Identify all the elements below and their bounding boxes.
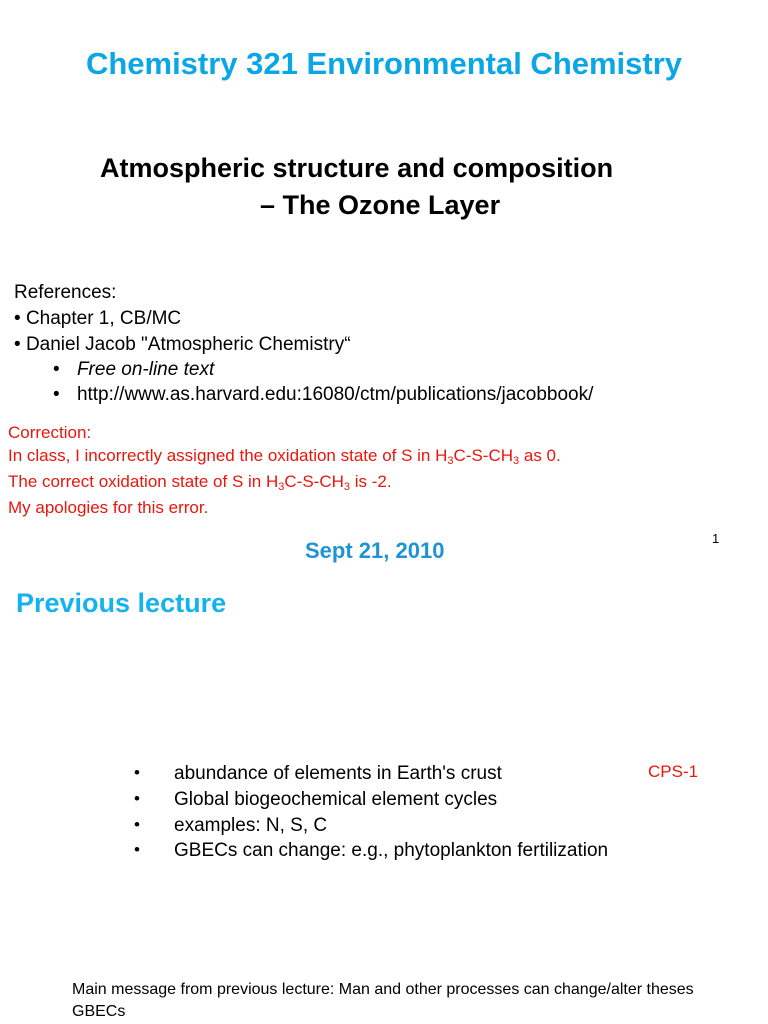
bullet-icon: •	[53, 359, 60, 380]
correction-heading: Correction:	[8, 423, 92, 442]
bullet-icon: •	[134, 789, 140, 808]
reference-subtext: Free on-line text	[76, 359, 215, 380]
cps-label: CPS-1	[648, 762, 699, 781]
lecture-date: Sept 21, 2010	[305, 538, 445, 563]
list-item	[134, 840, 609, 861]
reference-text: Daniel Jacob "Atmospheric Chemistry“	[25, 334, 351, 355]
list-item-text: GBECs can change: e.g., phytoplankton fertilization	[174, 840, 609, 861]
list-item	[134, 763, 502, 784]
correction-line2: The correct oxidation state of S in $H_3C-S-CH_3$ is -2.	[8, 472, 392, 493]
correction-line3: My apologies for this error.	[8, 498, 209, 517]
bullet-icon: •	[14, 308, 21, 329]
list-item-text: examples: N, S, C	[174, 815, 328, 836]
main-message: Main message from previous lecture: Man and other processes can change/alter theses GBECs	[72, 981, 694, 1020]
bullet-icon: •	[134, 815, 140, 834]
reference-item	[14, 334, 351, 356]
bullet-icon: •	[134, 763, 140, 782]
list-item	[134, 789, 498, 810]
references-heading: References:	[14, 282, 117, 303]
reference-text: Chapter 1, CB/MC	[25, 308, 182, 329]
reference-link: http://www.as.harvard.edu:16080/ctm/publications/jacobbook/	[76, 384, 594, 405]
list-item	[134, 815, 328, 836]
correction-line1: In class, I incorrectly assigned the oxidation state of S in $H_3C-S-CH_3$ as 0.	[8, 446, 561, 467]
bullet-icon: •	[134, 840, 140, 859]
bullet-icon: •	[14, 334, 21, 355]
list-item-text: Global biogeochemical element cycles	[174, 789, 498, 810]
reference-subitem	[53, 359, 214, 381]
list-item-text: abundance of elements in Earth's crust	[174, 763, 502, 784]
bullet-icon: •	[53, 384, 60, 405]
reference-subitem	[53, 384, 593, 406]
lecture-title-line1: Atmospheric structure and composition	[100, 153, 614, 183]
course-title: Chemistry 321 Environmental Chemistry	[85, 46, 683, 81]
lecture-title-line2: – The Ozone Layer	[260, 190, 501, 220]
reference-item	[14, 308, 181, 330]
previous-lecture-heading: Previous lecture	[16, 588, 227, 618]
page-number: 1	[712, 531, 720, 546]
